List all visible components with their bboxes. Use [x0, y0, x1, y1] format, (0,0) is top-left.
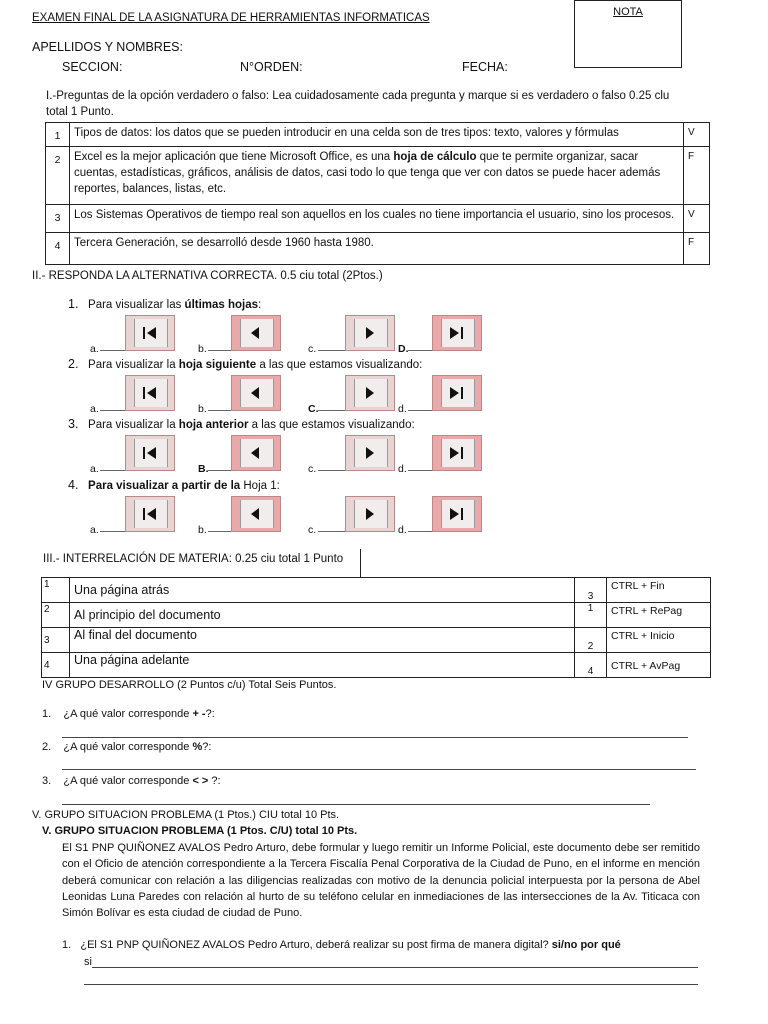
- table-row: [42, 653, 711, 678]
- option-letter: c.: [308, 524, 317, 536]
- option-a[interactable]: [90, 494, 190, 536]
- option-c[interactable]: [308, 313, 408, 355]
- sheet-nav-button[interactable]: [231, 315, 281, 351]
- sheet-nav-button[interactable]: [432, 435, 482, 471]
- answer-line[interactable]: [62, 804, 650, 805]
- answer-blank: [208, 410, 231, 411]
- option-letter: B.: [198, 463, 209, 475]
- section2-heading: II.- RESPONDA LA ALTERNATIVA CORRECTA. 0.5 ciu total (2Ptos.): [32, 270, 383, 282]
- options-row: [90, 494, 470, 536]
- option-letter: d.: [398, 524, 407, 536]
- question-number: 4.: [68, 478, 79, 492]
- description: Al principio del documento: [70, 603, 575, 628]
- shortcut: CTRL + RePag: [607, 603, 711, 628]
- answer-blank: [100, 531, 125, 532]
- cursor-line: [360, 549, 361, 577]
- option-letter: C.: [308, 403, 319, 415]
- sheet-nav-button[interactable]: [345, 435, 395, 471]
- answer-cell[interactable]: F: [684, 147, 710, 205]
- match-number[interactable]: 3: [575, 578, 607, 603]
- option-a[interactable]: [90, 433, 190, 475]
- answer-blank: [408, 410, 432, 411]
- answer-blank: [318, 410, 345, 411]
- exam-title: EXAMEN FINAL DE LA ASIGNATURA DE HERRAMIENTAS INFORMATICAS: [32, 12, 430, 24]
- apellidos-label: APELLIDOS Y NOMBRES:: [32, 40, 183, 54]
- options-row: [90, 373, 470, 415]
- option-d[interactable]: [398, 373, 498, 415]
- answer-cell[interactable]: V: [684, 205, 710, 233]
- mc-question-3: 3. Para visualizar la hoja anterior a las que estamos visualizando:: [68, 417, 415, 431]
- answer-blank: [318, 470, 345, 471]
- answer-blank: [100, 350, 125, 351]
- answer-blank: [100, 470, 125, 471]
- sheet-nav-button[interactable]: [231, 496, 281, 532]
- answer-line[interactable]: [92, 967, 698, 968]
- question-number: 1.: [68, 297, 79, 311]
- option-letter: c.: [308, 463, 317, 475]
- fecha-label: FECHA:: [462, 60, 508, 74]
- option-d[interactable]: [398, 433, 498, 475]
- answer-blank: [408, 350, 432, 351]
- nota-box: [574, 0, 682, 68]
- answer-line[interactable]: [84, 984, 698, 985]
- table-row: [46, 205, 710, 233]
- option-c[interactable]: [308, 433, 408, 475]
- question-number: 2.: [68, 357, 79, 371]
- statement-text: Tipos de datos: los datos que se pueden introducir en una celda son de tres tipos: texto, valores y fórmulas: [70, 123, 684, 147]
- dev-question-1: 1. ¿A qué valor corresponde + -?:: [42, 708, 215, 720]
- table-row: [42, 603, 711, 628]
- sheet-nav-button[interactable]: [432, 496, 482, 532]
- section5-heading-bold: V. GRUPO SITUACION PROBLEMA (1 Ptos. C/U) total 10 Pts.: [42, 825, 358, 837]
- section3-heading: III.- INTERRELACIÓN DE MATERIA: 0.25 ciu total 1 Punto: [43, 553, 344, 565]
- section5-heading: V. GRUPO SITUACION PROBLEMA (1 Ptos.) CIU total 10 Pts.: [32, 809, 340, 821]
- option-a[interactable]: [90, 373, 190, 415]
- option-b[interactable]: [198, 313, 298, 355]
- row-number: 1: [42, 578, 70, 603]
- question-number: 3.: [68, 417, 79, 431]
- mc-question-2: 2. Para visualizar la hoja siguiente a las que estamos visualizando:: [68, 357, 423, 371]
- dev-question-3: 3. ¿A qué valor corresponde < > ?:: [42, 775, 221, 787]
- option-letter: a.: [90, 524, 99, 536]
- options-row: [90, 313, 470, 355]
- option-c[interactable]: [308, 373, 408, 415]
- nota-label: NOTA: [613, 6, 643, 18]
- answer-blank: [318, 531, 345, 532]
- option-letter: d.: [398, 403, 407, 415]
- option-letter: D.: [398, 343, 409, 355]
- answer-cell[interactable]: V: [684, 123, 710, 147]
- statement-text: Excel es la mejor aplicación que tiene Microsoft Office, es una hoja de cálculo que te permite organizar, sacar cuentas, estadísticas, gráficos, análisis de datos, casi todo lo que tenga que ver con datos se puede hacer además reportes, balances, listas, etc.: [70, 147, 684, 205]
- sheet-nav-button[interactable]: [432, 315, 482, 351]
- description: Una página atrás: [70, 578, 575, 603]
- sheet-nav-button[interactable]: [432, 375, 482, 411]
- row-number: 4: [46, 233, 70, 265]
- table-row: [46, 147, 710, 205]
- option-c[interactable]: [308, 494, 408, 536]
- mc-question-1: 1. Para visualizar las últimas hojas:: [68, 297, 262, 311]
- answer-blank: [318, 350, 345, 351]
- row-number: 3: [42, 628, 70, 653]
- shortcut: CTRL + Inicio: [607, 628, 711, 653]
- options-row: [90, 433, 470, 475]
- option-letter: a.: [90, 343, 99, 355]
- match-number[interactable]: 4: [575, 653, 607, 678]
- row-number: 2: [42, 603, 70, 628]
- situation-answer[interactable]: si: [84, 956, 92, 968]
- row-number: 3: [46, 205, 70, 233]
- answer-blank: [408, 531, 432, 532]
- shortcut: CTRL + AvPag: [607, 653, 711, 678]
- option-letter: b.: [198, 343, 207, 355]
- option-b[interactable]: [198, 373, 298, 415]
- sheet-nav-button[interactable]: [345, 496, 395, 532]
- section1-instruction: I.-Preguntas de la opción verdadero o falso: Lea cuidadosamente cada pregunta y marque si es verdadero o falso 0.25 clu: [46, 90, 670, 102]
- option-letter: d.: [398, 463, 407, 475]
- sheet-nav-button[interactable]: [125, 315, 175, 351]
- description: Al final del documento: [70, 628, 575, 653]
- section4-heading: IV GRUPO DESARROLLO (2 Puntos c/u) Total Seis Puntos.: [42, 679, 337, 691]
- section1-instruction-cont: total 1 Punto.: [46, 106, 114, 118]
- sheet-nav-button[interactable]: [125, 375, 175, 411]
- answer-blank: [208, 470, 231, 471]
- matching-table: [41, 577, 711, 678]
- shortcut: CTRL + Fin: [607, 578, 711, 603]
- table-row: [42, 628, 711, 653]
- table-row: [46, 123, 710, 147]
- answer-cell[interactable]: F: [684, 233, 710, 265]
- answer-blank: [208, 531, 231, 532]
- option-d[interactable]: [398, 313, 498, 355]
- option-b[interactable]: [198, 433, 298, 475]
- answer-blank: [408, 470, 432, 471]
- match-number[interactable]: 2: [575, 628, 607, 653]
- option-letter: b.: [198, 403, 207, 415]
- sheet-nav-button[interactable]: [345, 315, 395, 351]
- situation-question-1: 1. ¿El S1 PNP QUIÑONEZ AVALOS Pedro Arturo, deberá realizar su post firma de manera digital? si/no por qué: [62, 939, 621, 951]
- option-letter: a.: [90, 403, 99, 415]
- answer-line[interactable]: [62, 737, 688, 738]
- sheet-nav-button[interactable]: [231, 375, 281, 411]
- row-number: 2: [46, 147, 70, 205]
- row-number: 4: [42, 653, 70, 678]
- sheet-nav-button[interactable]: [345, 375, 395, 411]
- seccion-label: SECCION:: [62, 60, 123, 74]
- mc-question-4: 4. Para visualizar a partir de la Hoja 1:: [68, 478, 280, 492]
- true-false-table: [45, 122, 710, 265]
- description: Una página adelante: [70, 653, 575, 678]
- option-letter: c.: [308, 343, 317, 355]
- situation-paragraph: El S1 PNP QUIÑONEZ AVALOS Pedro Arturo, debe formular y luego remitir un Informe Policial, este documento debe ser remitido con el Oficio de atención correspondiente a la Tercera Fiscalía Penal Corporativa de la Ciudad de Puno, en el informe en mención deberá comunicar con relación a las diligencias realizadas con motivo de la denuncia policial interpuesta por la persona de Abel Leonidas Luna Paredes con relación al hurto de su teléfono celular en inmediaciones de las intersecciones de la Av. Titicaca con Simón Bolívar es esta ciudad de ciudad de Puno.: [62, 842, 700, 920]
- option-letter: a.: [90, 463, 99, 475]
- table-row: [46, 233, 710, 265]
- dev-question-2: 2. ¿A qué valor corresponde %?:: [42, 741, 212, 753]
- statement-text: Los Sistemas Operativos de tiempo real son aquellos en los cuales no tiene importancia el usuario, sino los procesos.: [70, 205, 684, 233]
- row-number: 1: [46, 123, 70, 147]
- option-a[interactable]: [90, 313, 190, 355]
- answer-blank: [100, 410, 125, 411]
- statement-text: Tercera Generación, se desarrolló desde 1960 hasta 1980.: [70, 233, 684, 265]
- table-row: [42, 578, 711, 603]
- option-letter: b.: [198, 524, 207, 536]
- answer-line[interactable]: [62, 769, 696, 770]
- match-number[interactable]: 1: [575, 603, 607, 628]
- sheet-nav-button[interactable]: [125, 496, 175, 532]
- option-b[interactable]: [198, 494, 298, 536]
- option-d[interactable]: [398, 494, 498, 536]
- sheet-nav-button[interactable]: [125, 435, 175, 471]
- sheet-nav-button[interactable]: [231, 435, 281, 471]
- orden-label: N°ORDEN:: [240, 60, 303, 74]
- answer-blank: [208, 350, 231, 351]
